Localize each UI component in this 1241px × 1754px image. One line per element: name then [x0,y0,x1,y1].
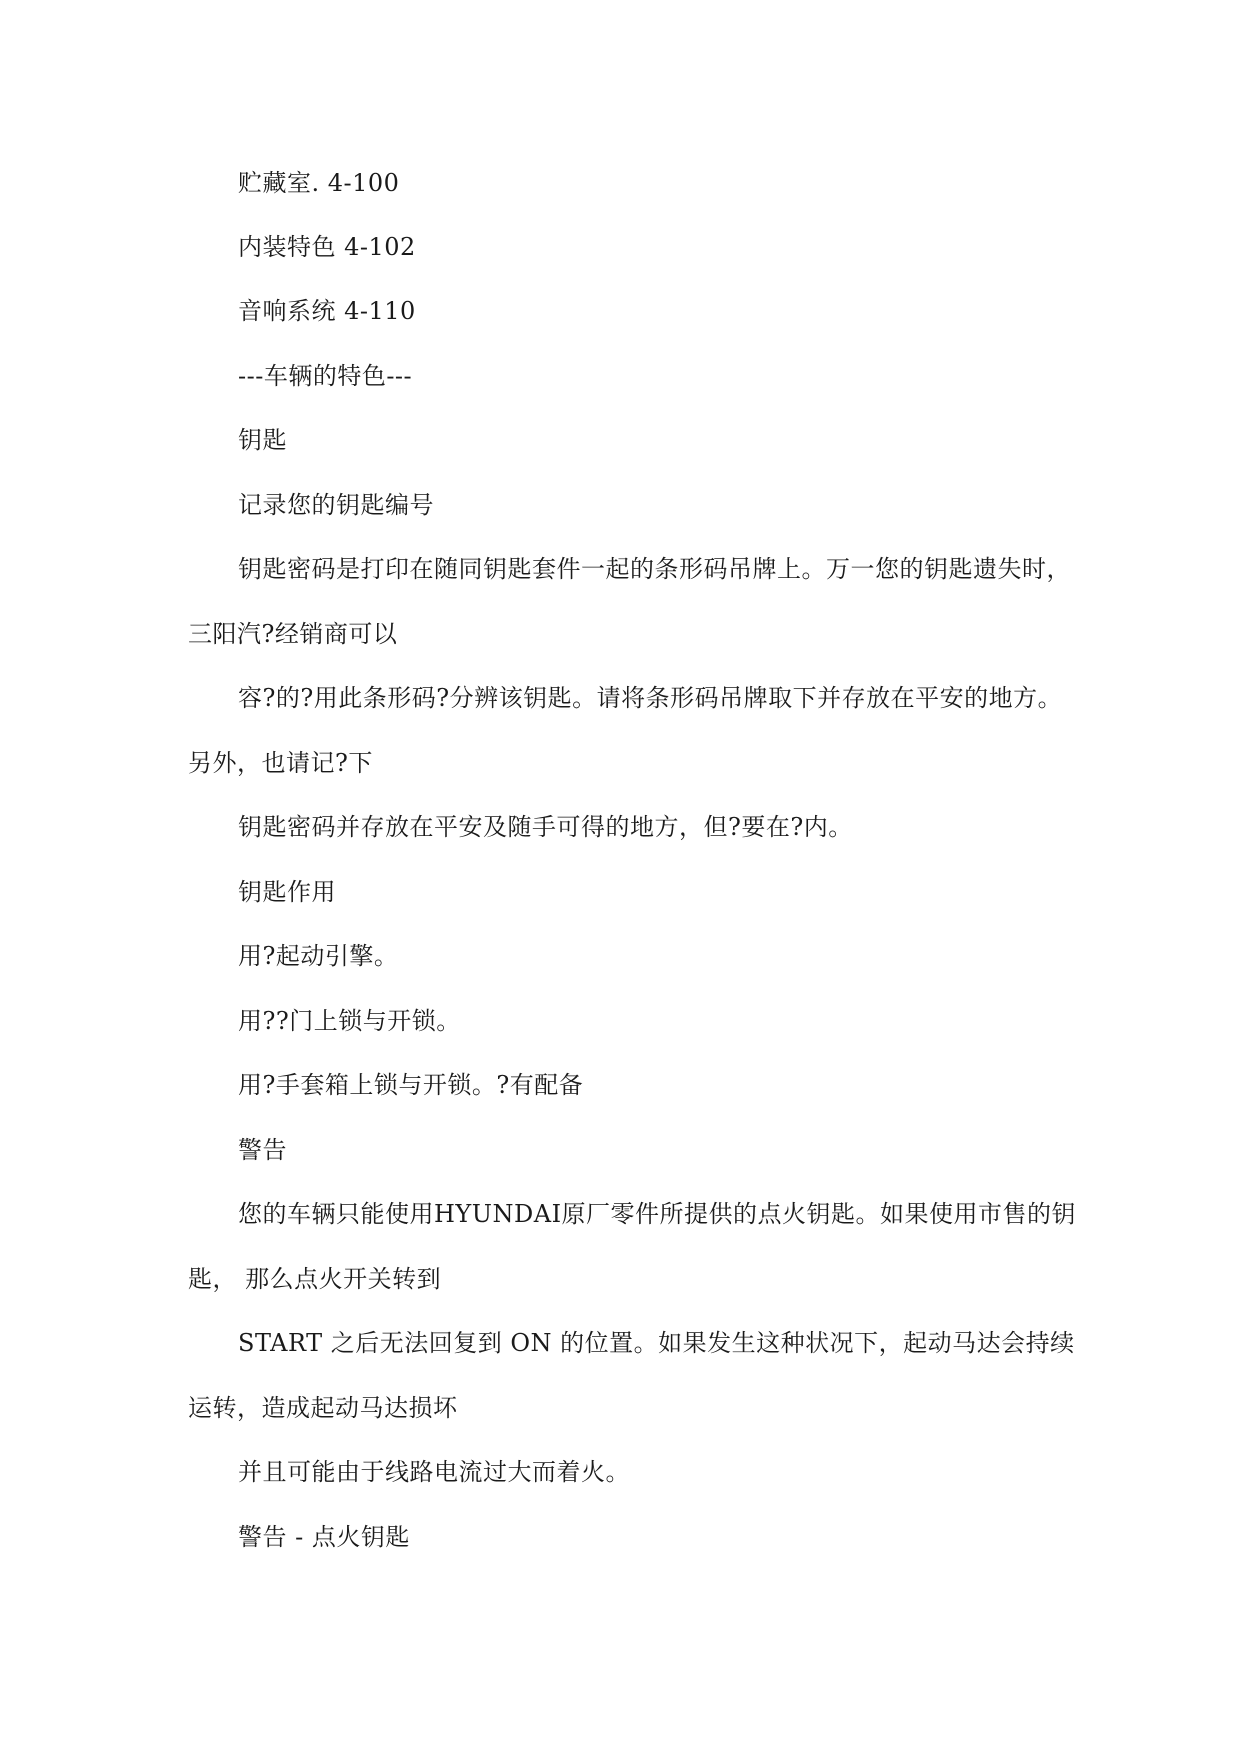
section-heading-features: ---车辆的特色--- [238,362,413,390]
paragraph-warning-3: START 之后无法回复到 ON 的位置。如果发生这种状况下，起动马达会持续 [238,1329,1075,1357]
paragraph-key-code-1: 钥匙密码是打印在随同钥匙套件一起的条形码吊牌上。万一您的钥匙遗失时， [238,555,1071,583]
paragraph-warning-1: 您的车辆只能使用HYUNDAI原厂零件所提供的点火钥匙。如果使用市售的钥 [238,1200,1077,1228]
paragraph-warning-4: 运转，造成起动马达损坏 [188,1394,458,1422]
heading-warning: 警告 [238,1136,287,1164]
paragraph-key-code-2: 三阳汽?经销商可以 [188,620,398,648]
paragraph-warning-5: 并且可能由于线路电流过大而着火。 [238,1458,630,1486]
paragraph-warning-2: 匙， 那么点火开关转到 [188,1265,442,1293]
paragraph-key-code-5: 钥匙密码并存放在平安及随手可得的地方，但?要在?内。 [238,813,853,841]
heading-warning-ignition-key: 警告 - 点火钥匙 [238,1523,410,1551]
list-item-start-engine: 用?起动引擎。 [238,942,399,970]
list-item-glovebox-lock: 用?手套箱上锁与开锁。?有配备 [238,1071,584,1099]
paragraph-key-code-4: 另外，也请记?下 [188,749,373,777]
text-line-storage: 贮藏室. 4-100 [238,169,400,197]
heading-key-function: 钥匙作用 [238,878,336,906]
list-item-door-lock: 用??门上锁与开锁。 [238,1007,461,1035]
text-line-interior: 内装特色 4-102 [238,233,416,261]
heading-key: 钥匙 [238,426,287,454]
heading-record-key-number: 记录您的钥匙编号 [238,491,434,519]
paragraph-key-code-3: 容?的?用此条形码?分辨该钥匙。请将条形码吊牌取下并存放在平安的地方。 [238,684,1063,712]
text-line-audio: 音响系统 4-110 [238,297,416,325]
